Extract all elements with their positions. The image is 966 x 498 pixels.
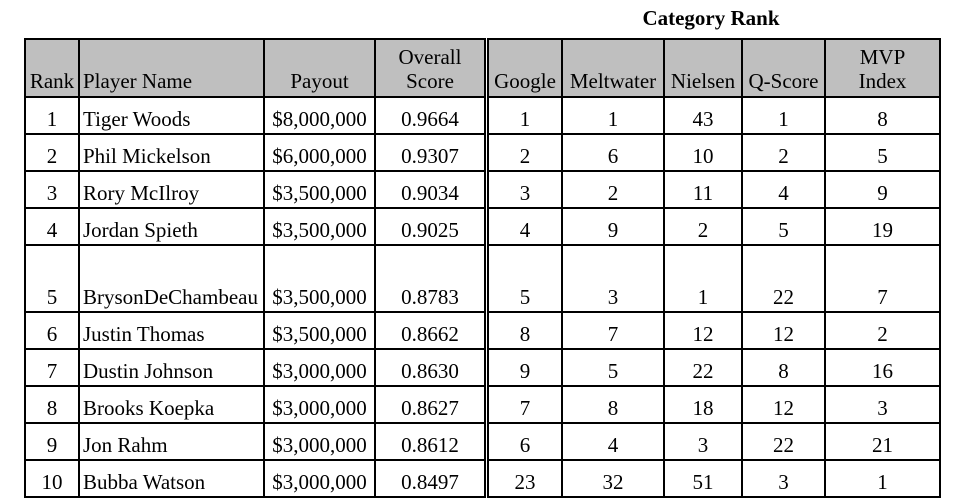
table-row bbox=[25, 171, 485, 208]
rank-cell: 4 bbox=[25, 208, 79, 245]
rank-cell: 9 bbox=[25, 423, 79, 460]
payout-cell: $3,000,000 bbox=[264, 349, 375, 386]
mvp-index-cell: 2 bbox=[825, 312, 940, 349]
table-row bbox=[488, 312, 940, 349]
table-row bbox=[25, 312, 485, 349]
overall-score-cell: 0.9025 bbox=[375, 208, 485, 245]
player-name-cell bbox=[79, 245, 264, 312]
q-score-rank-cell: 12 bbox=[742, 312, 825, 349]
player-name-cell bbox=[79, 386, 264, 423]
meltwater-header: Meltwater bbox=[562, 39, 664, 97]
rank-cell: 3 bbox=[25, 171, 79, 208]
table-row bbox=[25, 349, 485, 386]
player-name-cell bbox=[79, 423, 264, 460]
payout-cell: $3,500,000 bbox=[264, 245, 375, 312]
payout-cell: $8,000,000 bbox=[264, 97, 375, 134]
player-name-line1: Jon Rahm bbox=[83, 433, 168, 457]
google-rank-cell: 23 bbox=[488, 460, 562, 497]
q-score-rank-cell: 2 bbox=[742, 134, 825, 171]
overall-score-header-line1: Overall bbox=[398, 45, 462, 69]
table-row bbox=[488, 245, 940, 312]
player-name-line1: Brooks Koepka bbox=[83, 396, 215, 420]
meltwater-rank-cell: 6 bbox=[562, 134, 664, 171]
table-row bbox=[25, 245, 485, 312]
meltwater-rank-cell: 8 bbox=[562, 386, 664, 423]
google-rank-cell: 3 bbox=[488, 171, 562, 208]
nielsen-rank-cell: 10 bbox=[664, 134, 742, 171]
player-name-cell bbox=[79, 208, 264, 245]
q-score-rank-cell: 3 bbox=[742, 460, 825, 497]
nielsen-rank-cell: 3 bbox=[664, 423, 742, 460]
header-row bbox=[488, 39, 940, 97]
mvp-index-cell: 16 bbox=[825, 349, 940, 386]
mvp-index-cell: 9 bbox=[825, 171, 940, 208]
rank-cell: 7 bbox=[25, 349, 79, 386]
header-row bbox=[25, 39, 485, 97]
category-rank-title: Category Rank bbox=[642, 6, 780, 30]
meltwater-rank-cell: 7 bbox=[562, 312, 664, 349]
payout-cell: $3,000,000 bbox=[264, 386, 375, 423]
meltwater-rank-cell: 32 bbox=[562, 460, 664, 497]
google-rank-cell: 7 bbox=[488, 386, 562, 423]
nielsen-header: Nielsen bbox=[664, 39, 742, 97]
player-name-line1: Bryson bbox=[83, 285, 144, 309]
table-row bbox=[25, 134, 485, 171]
overall-score-cell: 0.8630 bbox=[375, 349, 485, 386]
payout-header: Payout bbox=[264, 39, 375, 97]
overall-score-cell: 0.9307 bbox=[375, 134, 485, 171]
nielsen-rank-cell: 51 bbox=[664, 460, 742, 497]
mvp-index-header-line1: MVP bbox=[859, 45, 906, 69]
q-score-rank-cell: 12 bbox=[742, 386, 825, 423]
player-name-line1: Tiger Woods bbox=[83, 107, 191, 131]
mvp-index-cell: 5 bbox=[825, 134, 940, 171]
overall-score-cell: 0.8497 bbox=[375, 460, 485, 497]
player-name-header: Player Name bbox=[79, 39, 264, 97]
q-score-rank-cell: 5 bbox=[742, 208, 825, 245]
overall-score-header bbox=[375, 39, 485, 97]
table-row bbox=[488, 134, 940, 171]
mvp-index-cell: 19 bbox=[825, 208, 940, 245]
q-score-header: Q-Score bbox=[742, 39, 825, 97]
overall-score-cell: 0.8612 bbox=[375, 423, 485, 460]
meltwater-rank-cell: 5 bbox=[562, 349, 664, 386]
nielsen-rank-cell: 22 bbox=[664, 349, 742, 386]
nielsen-rank-cell: 2 bbox=[664, 208, 742, 245]
player-name-line1: Dustin Johnson bbox=[83, 359, 214, 383]
payout-cell: $3,500,000 bbox=[264, 171, 375, 208]
q-score-rank-cell: 1 bbox=[742, 97, 825, 134]
google-rank-cell: 6 bbox=[488, 423, 562, 460]
table-row bbox=[25, 460, 485, 497]
payout-cell: $3,000,000 bbox=[264, 460, 375, 497]
table-row bbox=[488, 171, 940, 208]
player-name-line1: Justin Thomas bbox=[83, 322, 205, 346]
meltwater-rank-cell: 2 bbox=[562, 171, 664, 208]
player-name-cell bbox=[79, 460, 264, 497]
q-score-rank-cell: 22 bbox=[742, 245, 825, 312]
table-row bbox=[488, 97, 940, 134]
google-rank-cell: 2 bbox=[488, 134, 562, 171]
rank-cell: 2 bbox=[25, 134, 79, 171]
rank-cell: 5 bbox=[25, 245, 79, 312]
meltwater-rank-cell: 4 bbox=[562, 423, 664, 460]
player-name-cell bbox=[79, 97, 264, 134]
mvp-index-cell: 3 bbox=[825, 386, 940, 423]
player-name-line1: Phil Mickelson bbox=[83, 144, 211, 168]
mvp-index-cell: 21 bbox=[825, 423, 940, 460]
table-row bbox=[488, 386, 940, 423]
payout-cell: $3,000,000 bbox=[264, 423, 375, 460]
google-rank-cell: 8 bbox=[488, 312, 562, 349]
mvp-index-cell: 7 bbox=[825, 245, 940, 312]
payout-cell: $3,500,000 bbox=[264, 312, 375, 349]
mvp-index-header bbox=[825, 39, 940, 97]
nielsen-rank-cell: 18 bbox=[664, 386, 742, 423]
overall-score-cell: 0.8662 bbox=[375, 312, 485, 349]
player-name-cell bbox=[79, 171, 264, 208]
player-name-line1: Jordan Spieth bbox=[83, 218, 198, 242]
q-score-rank-cell: 4 bbox=[742, 171, 825, 208]
google-rank-cell: 1 bbox=[488, 97, 562, 134]
player-name-line1: Rory McIlroy bbox=[83, 181, 200, 205]
player-payout-table bbox=[24, 38, 486, 498]
table-row bbox=[25, 208, 485, 245]
rank-cell: 10 bbox=[25, 460, 79, 497]
q-score-rank-cell: 22 bbox=[742, 423, 825, 460]
mvp-index-cell: 8 bbox=[825, 97, 940, 134]
table-row bbox=[488, 423, 940, 460]
rank-cell: 6 bbox=[25, 312, 79, 349]
payout-cell: $6,000,000 bbox=[264, 134, 375, 171]
table-row bbox=[488, 208, 940, 245]
overall-score-header-line2: Score bbox=[406, 69, 454, 93]
table-row bbox=[25, 97, 485, 134]
player-name-cell bbox=[79, 134, 264, 171]
google-header: Google bbox=[488, 39, 562, 97]
google-rank-cell: 5 bbox=[488, 245, 562, 312]
nielsen-rank-cell: 43 bbox=[664, 97, 742, 134]
nielsen-rank-cell: 11 bbox=[664, 171, 742, 208]
table-row bbox=[25, 423, 485, 460]
payout-cell: $3,500,000 bbox=[264, 208, 375, 245]
overall-score-cell: 0.8783 bbox=[375, 245, 485, 312]
player-name-cell bbox=[79, 349, 264, 386]
player-name-line1: Bubba Watson bbox=[83, 470, 206, 494]
overall-score-cell: 0.8627 bbox=[375, 386, 485, 423]
table-row bbox=[488, 460, 940, 497]
meltwater-rank-cell: 3 bbox=[562, 245, 664, 312]
meltwater-rank-cell: 9 bbox=[562, 208, 664, 245]
category-rank-table bbox=[487, 38, 941, 498]
google-rank-cell: 9 bbox=[488, 349, 562, 386]
mvp-index-header-line2: Index bbox=[858, 69, 907, 93]
meltwater-rank-cell: 1 bbox=[562, 97, 664, 134]
table-row bbox=[488, 349, 940, 386]
rank-cell: 8 bbox=[25, 386, 79, 423]
player-name-line2: DeChambeau bbox=[143, 285, 258, 309]
rank-header: Rank bbox=[25, 39, 79, 97]
nielsen-rank-cell: 12 bbox=[664, 312, 742, 349]
player-name-cell bbox=[79, 312, 264, 349]
q-score-rank-cell: 8 bbox=[742, 349, 825, 386]
mvp-index-cell: 1 bbox=[825, 460, 940, 497]
overall-score-cell: 0.9034 bbox=[375, 171, 485, 208]
table-row bbox=[25, 386, 485, 423]
overall-score-cell: 0.9664 bbox=[375, 97, 485, 134]
rank-cell: 1 bbox=[25, 97, 79, 134]
google-rank-cell: 4 bbox=[488, 208, 562, 245]
nielsen-rank-cell: 1 bbox=[664, 245, 742, 312]
